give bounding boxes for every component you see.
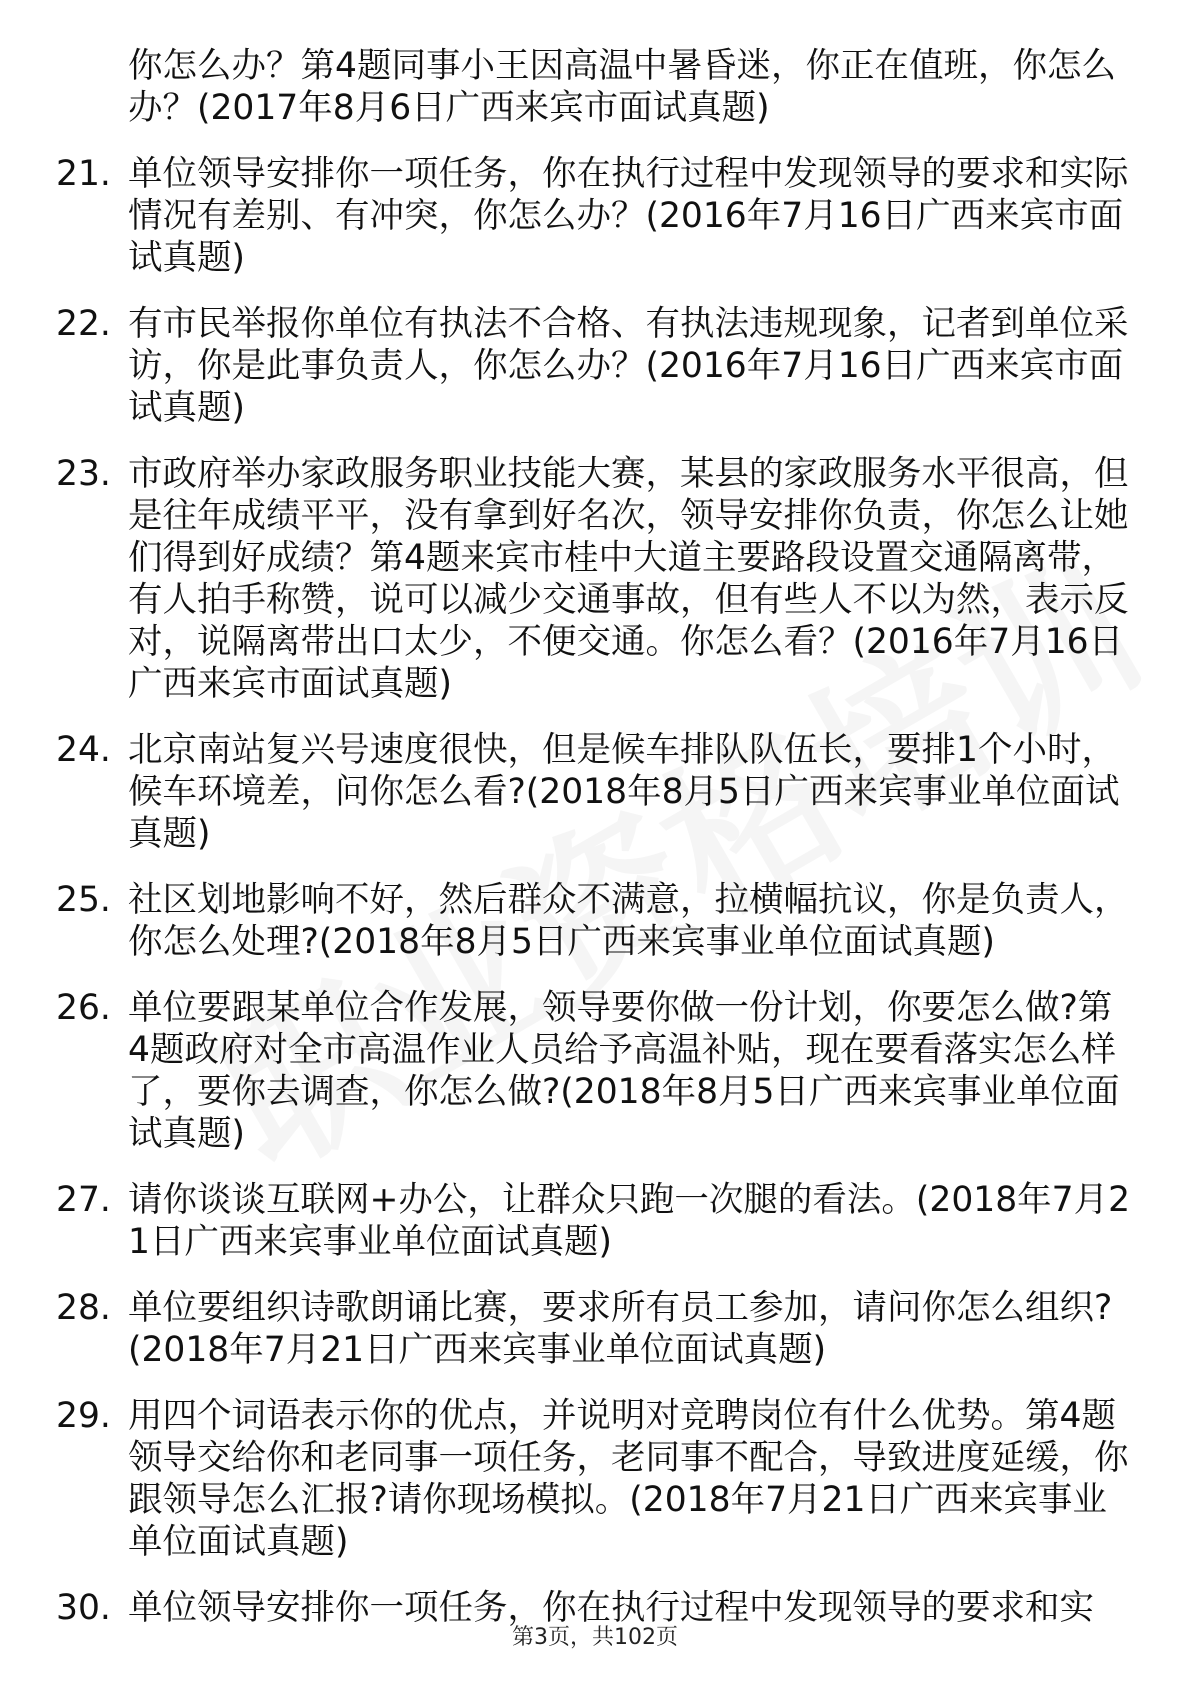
- question-item: [0, 153, 1190, 279]
- question-number: 22.: [56, 304, 111, 344]
- continuation-text: 你怎么办？第4题同事小王因高温中暑昏迷，你正在值班，你怎么办？(2017年8月6日广西来宾市面试真题): [128, 46, 1116, 128]
- question-item: [0, 1287, 1190, 1371]
- question-number: 23.: [56, 454, 111, 494]
- question-text: 单位领导安排你一项任务，你在执行过程中发现领导的要求和实: [128, 1588, 1094, 1628]
- question-number: 26.: [56, 988, 111, 1028]
- question-number: 30.: [56, 1588, 111, 1628]
- question-text: 社区划地影响不好，然后群众不满意，拉横幅抗议，你是负责人，你怎么处理?(2018年8月5日广西来宾事业单位面试真题): [128, 880, 1129, 962]
- question-text: 请你谈谈互联网+办公，让群众只跑一次腿的看法。(2018年7月21日广西来宾事业单位面试真题): [128, 1180, 1131, 1262]
- question-number: 29.: [56, 1396, 111, 1436]
- question-item: [0, 729, 1190, 855]
- question-text: 市政府举办家政服务职业技能大赛，某县的家政服务水平很高，但是往年成绩平平，没有拿到好名次，领导安排你负责，你怎么让她们得到好成绩？第4题来宾市桂中大道主要路段设置交通隔离带，有人拍手称赞，说可以减少交通事故，但有些人不以为然，表示反对，说隔离带出口太少，不便交通。你怎么看？(2016年7月16日广西来宾市面试真题): [128, 454, 1129, 704]
- question-item: [0, 1395, 1190, 1563]
- question-item: [0, 453, 1190, 705]
- question-text: 单位要组织诗歌朗诵比赛，要求所有员工参加，请问你怎么组织?(2018年7月21日广西来宾事业单位面试真题): [128, 1288, 1113, 1370]
- question-number: 24.: [56, 730, 111, 770]
- question-text: 有市民举报你单位有执法不合格、有执法违规现象，记者到单位采访，你是此事负责人，你怎么办？(2016年7月16日广西来宾市面试真题): [128, 304, 1129, 428]
- question-number: 21.: [56, 154, 111, 194]
- question-text: 单位要跟某单位合作发展，领导要你做一份计划，你要怎么做?第4题政府对全市高温作业人员给予高温补贴，现在要看落实怎么样了，要你去调查，你怎么做?(2018年8月5日广西来宾事业单位面试真题): [128, 988, 1120, 1154]
- page-footer: 第3页，共102页: [512, 1625, 678, 1650]
- question-text: 北京南站复兴号速度很快，但是候车排队队伍长，要排1个小时，候车环境差，问你怎么看?(2018年8月5日广西来宾事业单位面试真题): [128, 730, 1120, 854]
- question-number: 25.: [56, 880, 111, 920]
- document-body: [0, 45, 1190, 1629]
- question-item: [0, 303, 1190, 429]
- continuation-paragraph: [0, 45, 1190, 129]
- question-item: [0, 1179, 1190, 1263]
- question-text: 用四个词语表示你的优点，并说明对竞聘岗位有什么优势。第4题领导交给你和老同事一项任务，老同事不配合，导致进度延缓，你跟领导怎么汇报?请你现场模拟。(2018年7月21日广西来宾事业单位面试真题): [128, 1396, 1129, 1562]
- question-number: 28.: [56, 1288, 111, 1328]
- question-item: [0, 987, 1190, 1155]
- question-item: [0, 879, 1190, 963]
- question-number: 27.: [56, 1180, 111, 1220]
- question-text: 单位领导安排你一项任务，你在执行过程中发现领导的要求和实际情况有差别、有冲突，你怎么办？(2016年7月16日广西来宾市面试真题): [128, 154, 1129, 278]
